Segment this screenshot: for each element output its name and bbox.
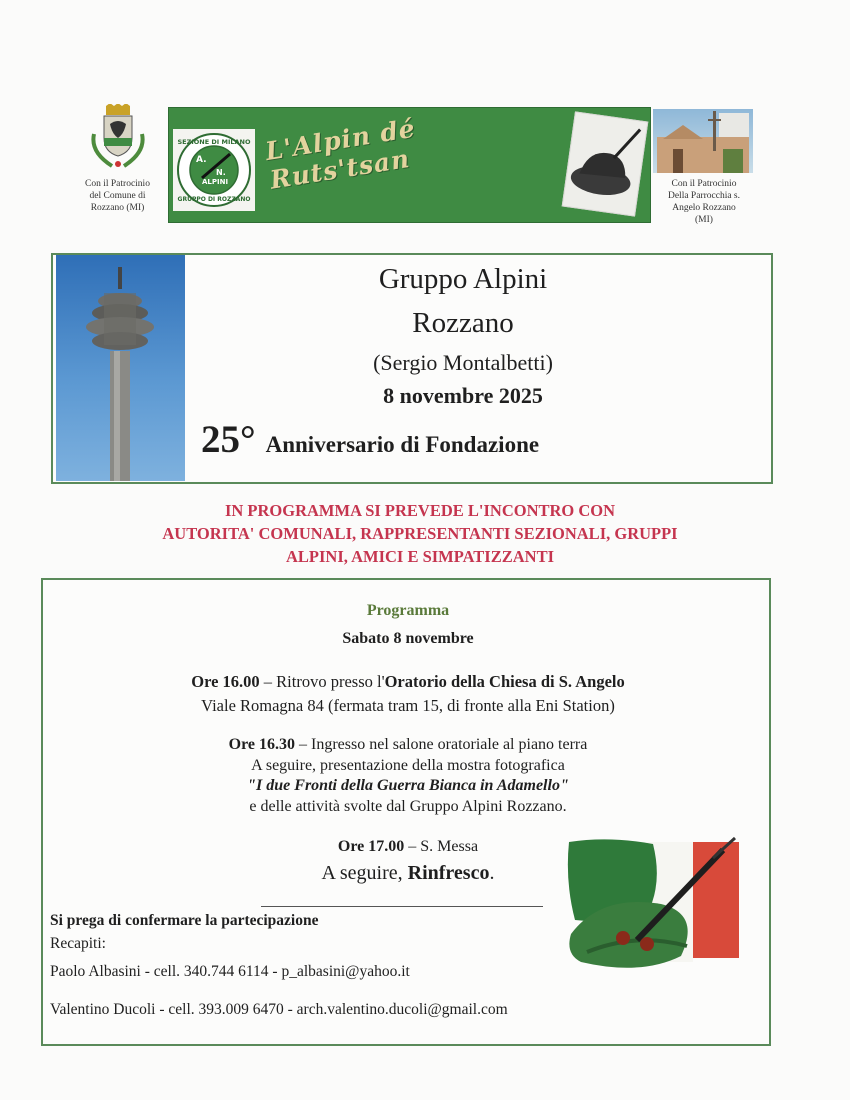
alpine-hat-flag-image (567, 834, 742, 994)
badge-center-bottom: ALPINI (202, 178, 229, 186)
banner-title: L'Alpin dé Ruts'tsan (263, 113, 418, 195)
item2-time: Ore 16.30 (228, 736, 296, 753)
exhibit-title: "I due Fronti della Guerra Bianca in Adamello" (247, 777, 569, 794)
title-line-1: Gruppo Alpini (378, 263, 548, 295)
item3-time: Ore 17.00 (337, 838, 405, 855)
item1-address: Viale Romagna 84 (fermata tram 15, di fronte alla Eni Station) (201, 696, 615, 715)
refreshment-follow: A seguire, (321, 862, 408, 884)
item2-line2: A seguire, presentazione della mostra fotografica (251, 757, 565, 774)
announcement-line: AUTORITA' COMUNALI, RAPPRESENTANTI SEZIONALI, GRUPPI (162, 524, 678, 543)
group-banner (168, 107, 651, 223)
badge-center-top: A. (196, 155, 207, 165)
event-date: 8 novembre 2025 (383, 383, 543, 408)
comune-patronage-line: del Comune di (89, 191, 146, 201)
parish-patronage-line: Con il Patrocinio (671, 179, 737, 189)
item2-text: – Ingresso nel salone oratoriale al piano terra (295, 736, 588, 753)
item1-time: Ore 16.00 (191, 672, 260, 691)
refreshment-word: Rinfresco (407, 862, 490, 884)
item2-line4: e delle attività svolte dal Gruppo Alpini Rozzano. (249, 798, 567, 815)
parish-patronage-line: Angelo Rozzano (672, 203, 736, 213)
title-box (51, 253, 773, 484)
announcement-line: ALPINI, AMICI E SIMPATIZZANTI (285, 547, 554, 566)
comune-patronage-line: Con il Patrocinio (85, 179, 150, 189)
announcement (100, 499, 740, 568)
badge-ring-bottom: GRUPPO DI ROZZANO (177, 196, 251, 203)
church-image (653, 109, 753, 173)
badge-ring-top: SEZIONE DI MILANO (177, 138, 251, 146)
comune-crest (88, 104, 148, 176)
item2-line (103, 736, 713, 754)
tower-image (56, 255, 185, 481)
title-line-2: Rozzano (412, 307, 514, 339)
anniversary-line (201, 417, 621, 462)
parish-patronage-line: Della Parrocchia s. (667, 191, 740, 201)
alpine-hat-image (562, 111, 649, 216)
item1-line (103, 672, 713, 692)
item1-place: Oratorio della Chiesa di S. Angelo (384, 672, 625, 691)
contact-albasini: Paolo Albasini - cell. 340.744 6114 - p_albasini@yahoo.it (50, 963, 410, 980)
title-subtitle: (Sergio Montalbetti) (373, 350, 553, 375)
parish-patronage (655, 178, 753, 226)
ana-badge (172, 128, 256, 212)
program-heading: Programma (366, 602, 450, 619)
anniversary-text: Anniversario di Fondazione (265, 432, 540, 457)
item1-text: – Ritrovo presso l' (259, 672, 385, 691)
anniversary-number: 25° (201, 418, 256, 461)
program-box (41, 578, 771, 1046)
contacts-label: Recapiti: (50, 935, 106, 952)
badge-center-mid: N. (216, 168, 226, 177)
separator-line (261, 906, 543, 907)
item3-text: – S. Messa (404, 838, 479, 855)
comune-patronage (70, 178, 165, 214)
announcement-line: IN PROGRAMMA SI PREVEDE L'INCONTRO CON (224, 501, 616, 520)
refreshment-dot: . (489, 862, 495, 884)
program-day: Sabato 8 novembre (342, 630, 474, 647)
parish-patronage-line: (MI) (695, 215, 713, 225)
confirm-request: Si prega di confermare la partecipazione (50, 912, 319, 929)
comune-patronage-line: Rozzano (MI) (90, 203, 145, 213)
contact-ducoli: Valentino Ducoli - cell. 393.009 6470 - arch.valentino.ducoli@gmail.com (50, 1001, 508, 1018)
